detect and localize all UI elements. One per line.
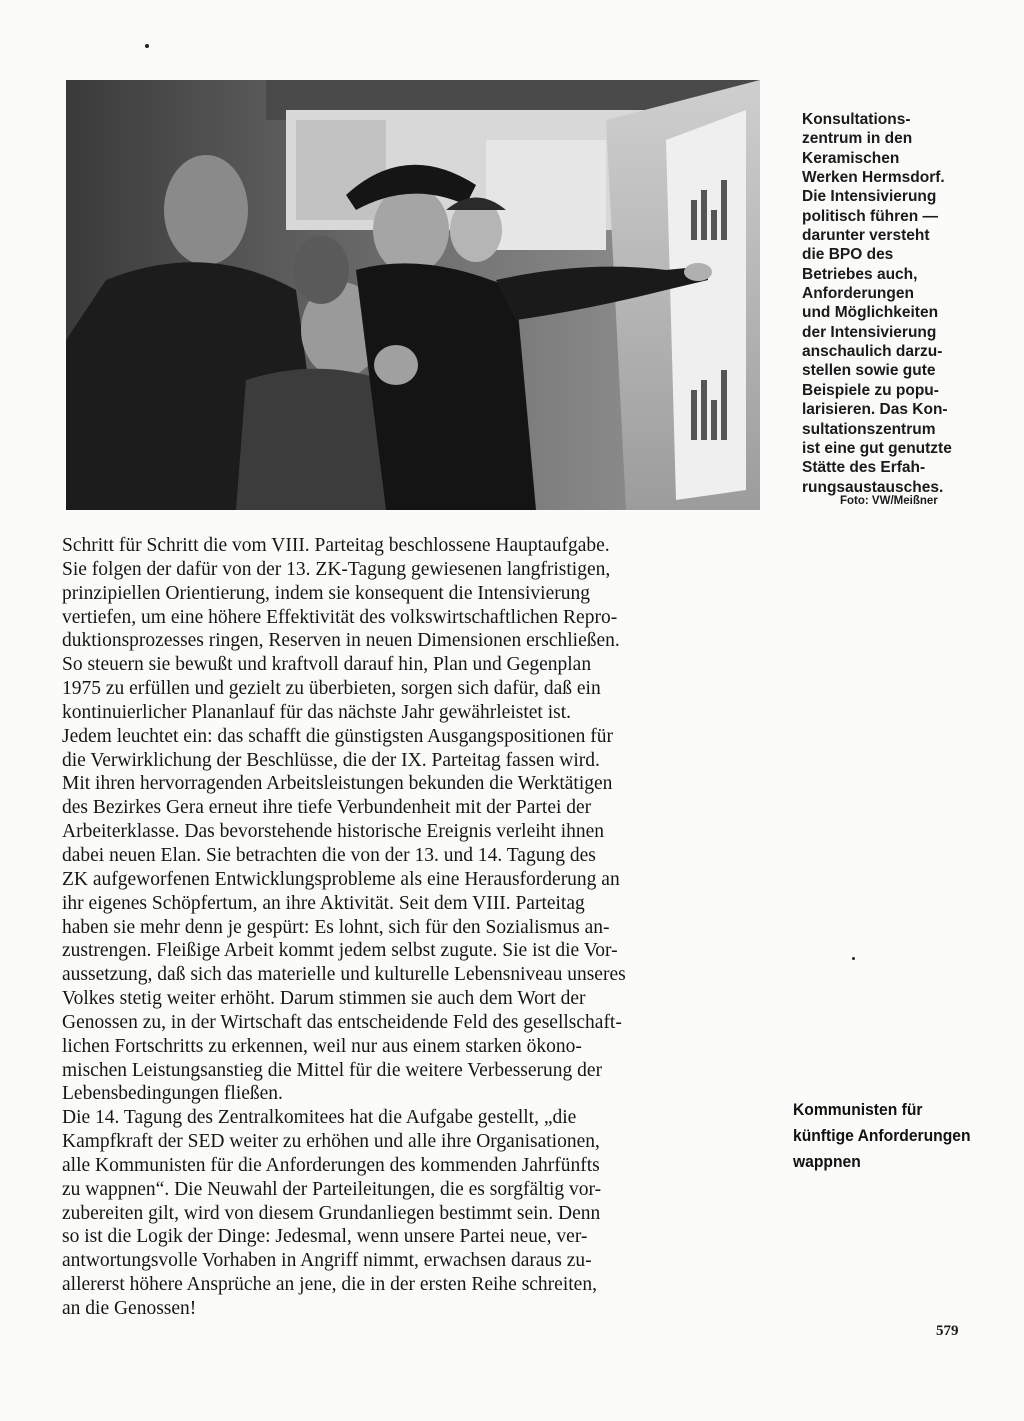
body-line: Kampfkraft der SED weiter zu erhöhen und alle ihre Organisationen, xyxy=(62,1131,600,1153)
caption-line: rungsaustausches. xyxy=(802,478,944,496)
body-line: duktionsprozesses ringen, Reserven in neuen Dimensionen erschließen. xyxy=(62,630,620,652)
scan-speck xyxy=(852,957,855,960)
caption-line: die BPO des xyxy=(802,246,894,264)
body-line: allererst höhere Ansprüche an jene, die in der ersten Reihe schreiten, xyxy=(62,1274,597,1296)
body-line: Schritt für Schritt die vom VIII. Parteitag beschlossene Hauptaufgabe. xyxy=(62,535,610,556)
caption-line: Werken Hermsdorf. xyxy=(802,169,945,187)
body-line: antwortungsvolle Vorhaben in Angriff nimmt, erwachsen daraus zu- xyxy=(62,1250,592,1272)
body-line: an die Genossen! xyxy=(62,1298,197,1319)
body-line: des Bezirkes Gera erneut ihre tiefe Verbundenheit mit der Partei der xyxy=(62,797,592,819)
body-line: lichen Fortschritts zu erkennen, weil nur aus einem starken ökono- xyxy=(62,1035,582,1057)
scan-speck xyxy=(145,44,149,48)
caption-line: politisch führen — xyxy=(802,207,939,225)
body-line: Jedem leuchtet ein: das schafft die günstigsten Ausgangspositionen für xyxy=(62,725,613,747)
body-line: kontinuierlicher Plananlauf für das nächste Jahr gewährleistet ist. xyxy=(62,701,571,723)
caption-line: larisieren. Das Kon- xyxy=(802,401,948,419)
body-line: Lebensbedingungen fließen. xyxy=(62,1083,283,1105)
caption-line: Betriebes auch, xyxy=(802,265,918,283)
caption-line: ist eine gut genutzte xyxy=(802,439,952,457)
body-line: Arbeiterklasse. Das bevorstehende historische Ereignis verleiht ihnen xyxy=(62,821,605,843)
photograph xyxy=(66,80,760,510)
body-line: ihr eigenes Schöpfertum, an ihre Aktivität. Seit dem VIII. Parteitag xyxy=(62,892,585,914)
side-heading xyxy=(793,1097,986,1175)
body-line: So steuern sie bewußt und kraftvoll darauf hin, Plan und Gegenplan xyxy=(62,654,592,676)
caption-line: sultationszentrum xyxy=(802,420,936,438)
side-heading-line: wappnen xyxy=(793,1152,861,1171)
caption-line: stellen sowie gute xyxy=(802,362,936,380)
caption-line: Beispiele zu popu- xyxy=(802,381,939,399)
body-line: mischen Leistungsanstieg die Mittel für die weitere Verbesserung der xyxy=(62,1059,603,1081)
body-line: zu wappnen“. Die Neuwahl der Parteileitungen, die es sorgfältig vor- xyxy=(62,1178,602,1200)
photograph-icon xyxy=(66,80,760,510)
body-line: haben sie mehr denn je gespürt: Es lohnt, sich für den Sozialismus an- xyxy=(62,916,610,938)
body-line: Mit ihren hervorragenden Arbeitsleistungen bekunden die Werktätigen xyxy=(62,773,613,795)
caption-line: Konsultations- xyxy=(802,111,911,128)
caption-line: Die Intensivierung xyxy=(802,188,937,206)
body-line: prinzipiellen Orientierung, indem sie konsequent die Intensivierung xyxy=(62,582,590,604)
body-line: Sie folgen der dafür von der 13. ZK-Tagung gewiesenen langfristigen, xyxy=(62,558,611,580)
page-number: 579 xyxy=(936,1323,959,1339)
body-line: alle Kommunisten für die Anforderungen des kommenden Jahrfünfts xyxy=(62,1154,600,1176)
caption-line: zentrum in den xyxy=(802,130,913,148)
body-line: 1975 zu erfüllen und gezielt zu überbieten, sorgen sich dafür, daß ein xyxy=(62,678,601,700)
side-heading-line: künftige Anforderungen xyxy=(793,1126,971,1145)
body-line: so ist die Logik der Dinge: Jedesmal, wenn unsere Partei neue, ver- xyxy=(62,1226,588,1248)
body-line: zustrengen. Fleißige Arbeit kommt jedem selbst zugute. Sie ist die Vor- xyxy=(62,940,618,962)
caption-line: anschaulich darzu- xyxy=(802,343,943,361)
caption-line: und Möglichkeiten xyxy=(802,304,939,322)
body-line: dabei neuen Elan. Sie betrachten die von der 13. und 14. Tagung des xyxy=(62,844,596,866)
photo-credit: Foto: VW/Meißner xyxy=(840,495,938,507)
photo-caption xyxy=(802,110,1002,497)
caption-line: Stätte des Erfah- xyxy=(802,459,926,477)
body-line: die Verwirklichung der Beschlüsse, die der IX. Parteitag fassen wird. xyxy=(62,749,600,771)
caption-line: Keramischen xyxy=(802,149,900,167)
body-line: Die 14. Tagung des Zentralkomitees hat die Aufgabe gestellt, „die xyxy=(62,1107,577,1129)
body-line: Genossen zu, in der Wirtschaft das entscheidende Feld des gesellschaft- xyxy=(62,1011,622,1033)
body-line: ZK aufgeworfenen Entwicklungsprobleme als eine Herausforderung an xyxy=(62,868,620,890)
caption-line: darunter versteht xyxy=(802,227,930,245)
body-line: Volkes stetig weiter erhöht. Darum stimmen sie auch dem Wort der xyxy=(62,988,586,1010)
body-line: aussetzung, daß sich das materielle und kulturelle Lebensniveau unseres xyxy=(62,964,626,986)
body-line: zubereiten gilt, wird von diesem Grundanliegen bestimmt sein. Denn xyxy=(62,1202,601,1224)
body-line: vertiefen, um eine höhere Effektivität des volkswirtschaftlichen Repro- xyxy=(62,606,618,628)
caption-line: der Intensivierung xyxy=(802,323,937,341)
caption-line: Anforderungen xyxy=(802,285,914,303)
body-text xyxy=(62,534,770,1321)
side-heading-line: Kommunisten für xyxy=(793,1100,923,1119)
